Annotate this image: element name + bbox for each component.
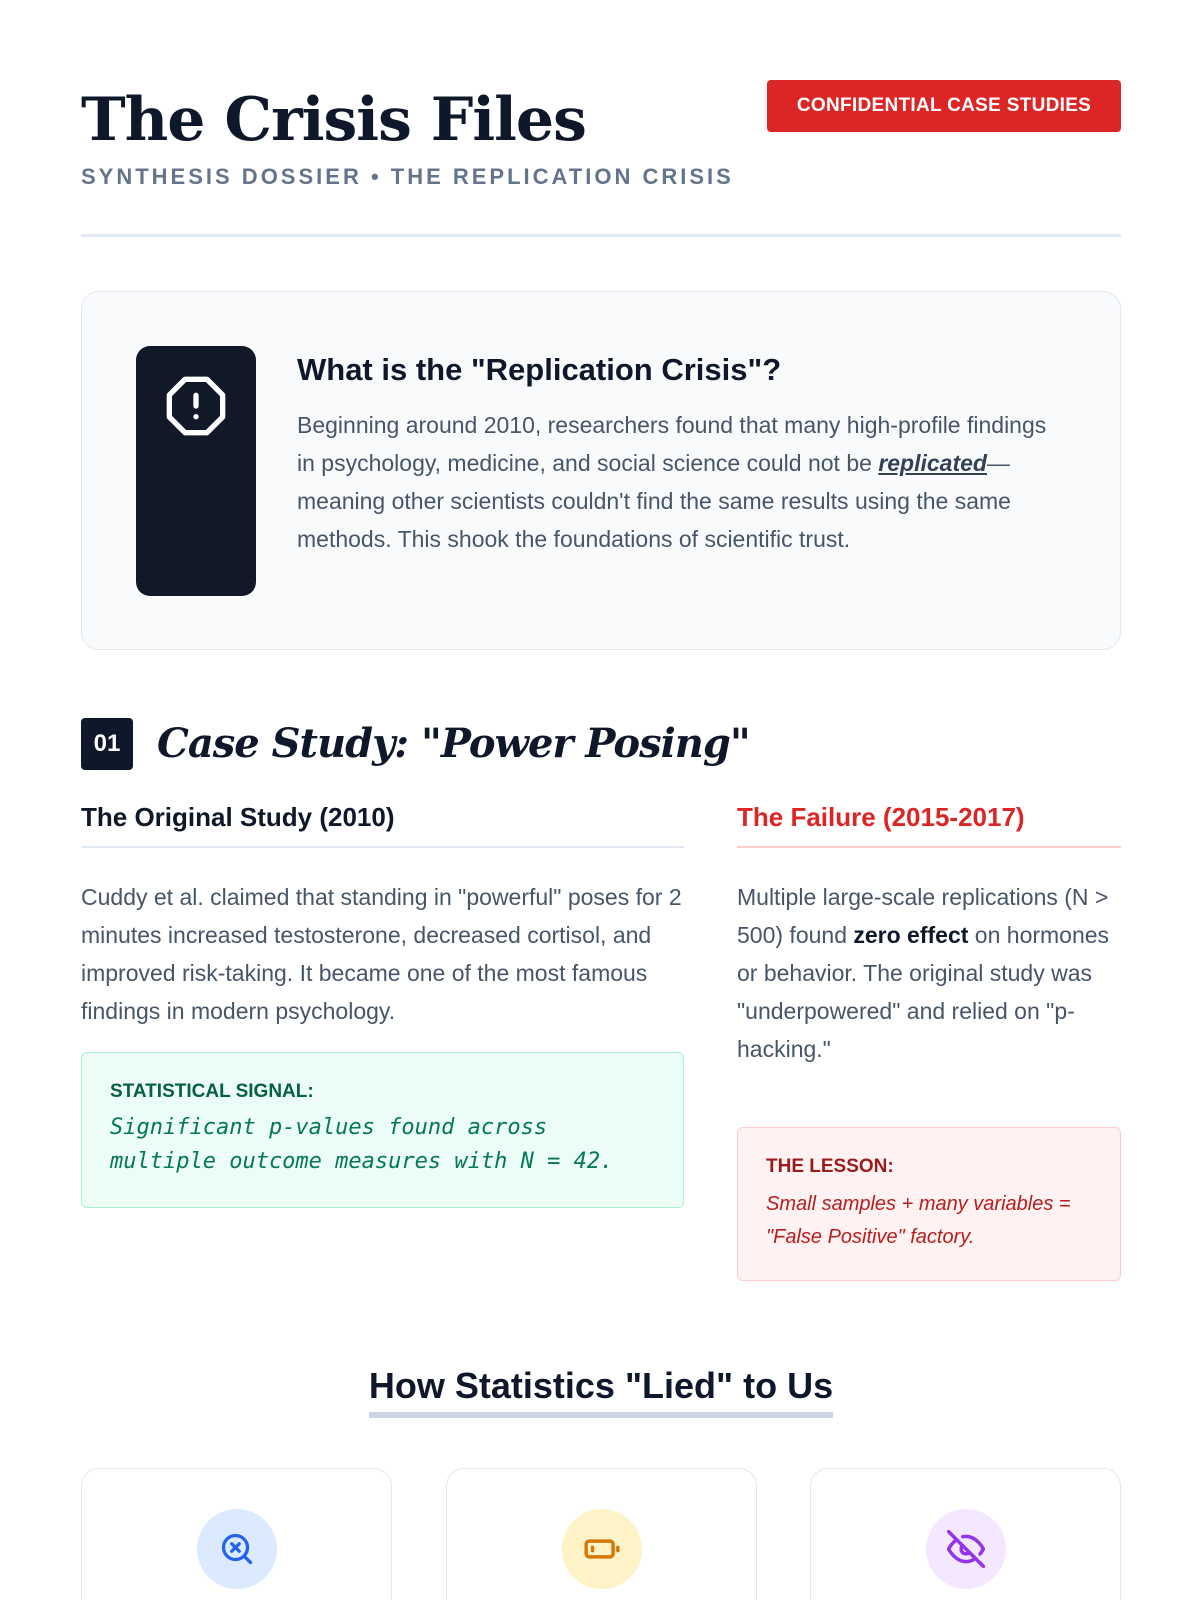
failure-emphasis: zero effect [853,922,969,948]
lesson-text: Small samples + many variables = "False Positive" factory. [766,1193,1071,1248]
search-x-icon-circle [197,1509,277,1589]
intro-heading: What is the "Replication Crisis"? [297,352,782,387]
page [81,0,1121,1600]
intro-text [297,406,1057,558]
intro-emphasis: replicated [878,450,987,476]
statistical-signal-box [81,1052,684,1208]
page-subtitle: SYNTHESIS DOSSIER • THE REPLICATION CRISIS [81,164,734,189]
intro-icon-panel [136,346,256,596]
failure-text-part: on hormones or behavior. The original study was "underpowered" and relied on "p-hacking." [737,922,1110,1062]
eye-off-icon [947,1530,985,1568]
failure-heading: The Failure (2015-2017) [737,800,1121,848]
failure-text [737,878,1121,1068]
intro-text-part: —meaning other scientists couldn't find the same results using the same methods. This shook the foundations of scientific trust. [297,450,1011,552]
eye-off-icon-circle [926,1509,1006,1589]
header-divider [81,234,1121,237]
intro-text-part: Beginning around 2010, researchers found that many high-profile findings in psychology, medicine, and social science could not be [297,412,1047,476]
battery-low-icon [583,1530,621,1568]
stats-card-3 [810,1468,1121,1600]
confidential-badge: CONFIDENTIAL CASE STUDIES [767,80,1121,132]
lesson-label: THE LESSON: [766,1156,894,1177]
battery-low-icon-circle [562,1509,642,1589]
stats-title-text: How Statistics "Lied" to Us [369,1362,833,1418]
stats-card-1 [81,1468,392,1600]
case-number-badge: 01 [81,718,133,770]
header [81,78,1121,238]
intro-callout [81,291,1121,650]
failure-column [737,800,1121,1248]
signal-text: Significant p-values found across multiple outcome measures with N = 42. [110,1115,614,1174]
signal-label: STATISTICAL SIGNAL: [110,1081,314,1102]
original-study-text: Cuddy et al. claimed that standing in "powerful" poses for 2 minutes increased testosterone, decreased cortisol, and improved risk-taking. It became one of the most famous findings in modern psychology. [81,884,682,1024]
search-x-icon [219,1531,255,1567]
alert-octagon-icon [164,374,228,438]
original-study-heading: The Original Study (2010) [81,800,684,848]
stats-card-2 [446,1468,757,1600]
case-study-title: Case Study: "Power Posing" [157,720,750,767]
stats-section-title [81,1362,1121,1418]
page-title: The Crisis Files [81,85,586,155]
failure-text-part: Multiple large-scale replications (N > 500) found [737,884,1109,948]
lesson-box [737,1127,1121,1281]
original-study-column [81,800,684,1174]
